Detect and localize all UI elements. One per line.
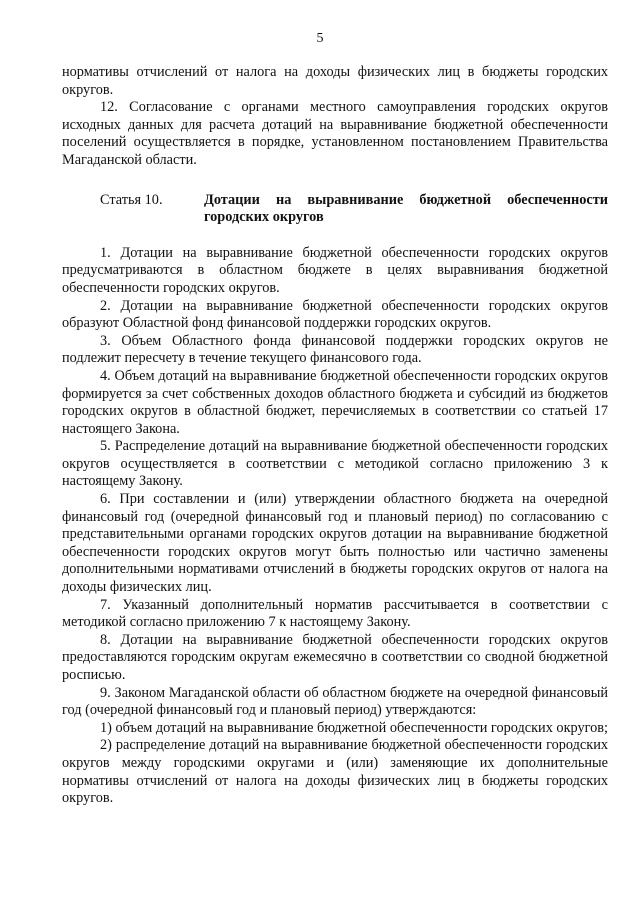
article-label: Статья 10. xyxy=(100,191,163,208)
article-paragraph-3: 3. Объем Областного фонда финансовой поддержки городских округов не подлежит пересчету в течение текущего финансового года. xyxy=(62,332,608,367)
article-paragraph-1: 1. Дотации на выравнивание бюджетной обеспеченности городских округов предусматриваются в областном бюджете в целях выравнивания бюджетной обеспеченности городских округов. xyxy=(62,244,608,296)
article-subitem-2: 2) распределение дотаций на выравнивание бюджетной обеспеченности городских округов между городскими округами и (или) заменяющие их дополнительные нормативы отчислений от налога на доходы физических лиц в бюджеты городских округов. xyxy=(62,737,608,807)
article-title: Дотации на выравнивание бюджетной обеспеченности городских округов xyxy=(204,191,608,226)
continuation-paragraph: нормативы отчислений от налога на доходы физических лиц в бюджеты городских округов. xyxy=(62,64,608,98)
article-paragraph-8: 8. Дотации на выравнивание бюджетной обеспеченности городских округов предоставляются городским округам ежемесячно в соответствии со сводной бюджетной росписью. xyxy=(62,631,608,683)
article-heading xyxy=(62,192,608,227)
article-paragraph-7: 7. Указанный дополнительный норматив рассчитывается в соответствии с методикой согласно приложению 7 к настоящему Закону. xyxy=(62,596,608,631)
page-number: 5 xyxy=(316,31,324,46)
document-body xyxy=(62,64,608,808)
item-12-paragraph: 12. Согласование с органами местного самоуправления городских округов исходных данных для расчета дотаций на выравнивание бюджетной обеспеченности поселений осуществляется в порядке, установленном постановлением Правительства Магаданской области. xyxy=(62,99,608,168)
article-paragraph-9: 9. Законом Магаданской области об областном бюджете на очередной финансовый год (очередной финансовый год и плановый период) утверждаются: xyxy=(62,684,608,719)
article-subitem-1: 1) объем дотаций на выравнивание бюджетной обеспеченности городских округов; xyxy=(100,719,608,736)
article-paragraph-5: 5. Распределение дотаций на выравнивание бюджетной обеспеченности городских округов осуществляется в соответствии с методикой согласно приложению 3 к настоящему Закону. xyxy=(62,438,608,490)
article-paragraph-2: 2. Дотации на выравнивание бюджетной обеспеченности городских округов образуют Областной фонд финансовой поддержки городских округов. xyxy=(62,297,608,332)
article-paragraph-6: 6. При составлении и (или) утверждении областного бюджета на очередной финансовый год (очередной финансовый год и плановый период) по согласованию с представительными органами городских округов дотации на выравнивание бюджетной обеспеченности городских округов могут быть полностью или частично заменены дополнительными нормативами отчислений в бюджеты городских округов от налога на доходы физических лиц. xyxy=(62,491,608,596)
article-paragraph-4: 4. Объем дотаций на выравнивание бюджетной обеспеченности городских округов формируется за счет собственных доходов областного бюджета и субсидий из бюджетов городских округов в областной бюджет, перечисляемых в соответствии со статьей 17 настоящего Закона. xyxy=(62,367,608,437)
